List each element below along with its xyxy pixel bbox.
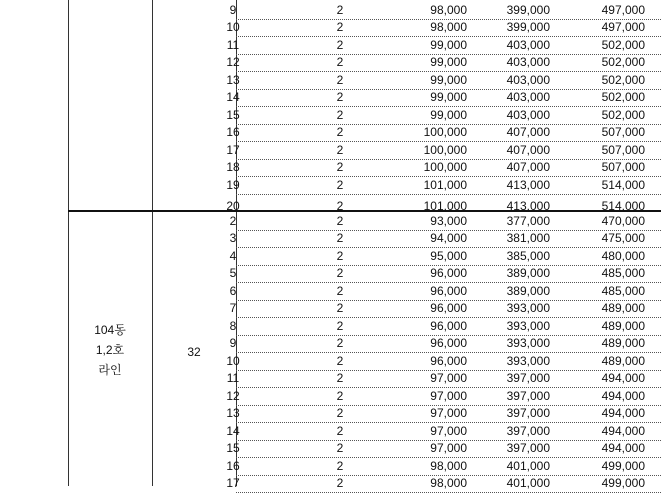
floor-cell: 14: [226, 423, 240, 438]
price-cell-1: 94,000: [430, 231, 467, 246]
floor-cell: 9: [229, 2, 237, 17]
price-cell-3: 494,000: [601, 441, 645, 456]
type-cell: 2: [336, 125, 344, 140]
floor-cell: 20: [226, 198, 240, 213]
price-cell-1: 96,000: [430, 353, 467, 368]
floor-cell: 14: [226, 90, 240, 105]
floor-cell: 19: [226, 177, 240, 192]
price-cell-2: 397,000: [506, 371, 550, 386]
price-cell-1: 99,000: [430, 107, 467, 122]
price-cell-1: 98,000: [430, 458, 467, 473]
type-cell: 2: [336, 55, 344, 70]
type-cell: 2: [336, 318, 344, 333]
floor-cell: 12: [226, 388, 240, 403]
price-cell-3: 494,000: [601, 371, 645, 386]
price-cell-2: 393,000: [506, 353, 550, 368]
price-cell-2: 389,000: [506, 283, 550, 298]
price-cell-2: 401,000: [506, 476, 550, 491]
type-cell: 2: [336, 72, 344, 87]
group-label-line: 라인: [98, 363, 122, 377]
price-cell-2: 389,000: [506, 266, 550, 281]
type-cell: 2: [336, 301, 344, 316]
floor-cell: 17: [226, 476, 240, 491]
price-cell-1: 100,000: [423, 160, 467, 175]
price-cell-1: 99,000: [430, 55, 467, 70]
price-cell-2: 397,000: [506, 423, 550, 438]
floor-cell: 9: [229, 336, 237, 351]
type-cell: 2: [336, 406, 344, 421]
type-cell: 2: [336, 2, 344, 17]
price-cell-1: 98,000: [430, 20, 467, 35]
price-cell-3: 489,000: [601, 353, 645, 368]
price-cell-1: 97,000: [430, 371, 467, 386]
type-cell: 2: [336, 107, 344, 122]
type-cell: 2: [336, 371, 344, 386]
price-cell-2: 397,000: [506, 388, 550, 403]
floor-cell: 6: [229, 283, 237, 298]
row-separator: [236, 194, 661, 195]
type-cell: 2: [336, 231, 344, 246]
price-cell-3: 507,000: [601, 160, 645, 175]
price-cell-2: 399,000: [506, 2, 550, 17]
price-cell-3: 502,000: [601, 55, 645, 70]
price-cell-1: 98,000: [430, 476, 467, 491]
price-cell-1: 97,000: [430, 388, 467, 403]
floor-cell: 3: [229, 231, 237, 246]
price-cell-3: 502,000: [601, 37, 645, 52]
price-cell-2: 393,000: [506, 336, 550, 351]
price-cell-1: 96,000: [430, 266, 467, 281]
price-cell-2: 403,000: [506, 90, 550, 105]
floor-cell: 11: [226, 371, 240, 386]
price-cell-3: 475,000: [601, 231, 645, 246]
floor-cell: 17: [226, 142, 240, 157]
type-cell: 2: [336, 476, 344, 491]
price-cell-3: 514,000: [601, 198, 645, 213]
type-cell: 2: [336, 336, 344, 351]
price-cell-1: 100,000: [423, 125, 467, 140]
type-cell: 2: [336, 37, 344, 52]
floor-cell: 4: [229, 248, 237, 263]
floor-cell: 15: [226, 441, 240, 456]
price-cell-2: 381,000: [506, 231, 550, 246]
price-cell-3: 485,000: [601, 283, 645, 298]
type-cell: 2: [336, 20, 344, 35]
price-cell-3: 497,000: [601, 2, 645, 17]
price-cell-1: 99,000: [430, 90, 467, 105]
floor-cell: 7: [229, 301, 237, 316]
price-cell-3: 489,000: [601, 318, 645, 333]
price-cell-1: 97,000: [430, 423, 467, 438]
price-cell-2: 407,000: [506, 142, 550, 157]
floor-cell: 2: [229, 213, 237, 228]
type-cell: 2: [336, 388, 344, 403]
price-cell-2: 407,000: [506, 125, 550, 140]
type-cell: 2: [336, 248, 344, 263]
price-cell-1: 96,000: [430, 336, 467, 351]
price-cell-3: 502,000: [601, 90, 645, 105]
floor-cell: 8: [229, 318, 237, 333]
floor-cell: 16: [226, 125, 240, 140]
price-cell-1: 100,000: [423, 142, 467, 157]
price-cell-1: 96,000: [430, 301, 467, 316]
type-cell: 2: [336, 353, 344, 368]
price-cell-3: 499,000: [601, 476, 645, 491]
type-cell: 2: [336, 441, 344, 456]
price-cell-3: 485,000: [601, 266, 645, 281]
price-cell-3: 489,000: [601, 301, 645, 316]
price-cell-2: 401,000: [506, 458, 550, 473]
type-cell: 2: [336, 160, 344, 175]
type-cell: 2: [336, 266, 344, 281]
floor-cell: 18: [226, 160, 240, 175]
price-cell-1: 96,000: [430, 318, 467, 333]
price-cell-3: 507,000: [601, 125, 645, 140]
price-cell-2: 385,000: [506, 248, 550, 263]
type-cell: 2: [336, 458, 344, 473]
price-cell-3: 502,000: [601, 107, 645, 122]
price-cell-2: 403,000: [506, 55, 550, 70]
type-cell: 2: [336, 177, 344, 192]
price-cell-1: 96,000: [430, 283, 467, 298]
price-cell-1: 99,000: [430, 37, 467, 52]
price-cell-1: 101,000: [423, 177, 467, 192]
price-cell-2: 413,000: [506, 198, 550, 213]
price-cell-2: 393,000: [506, 301, 550, 316]
price-cell-3: 494,000: [601, 406, 645, 421]
price-cell-3: 480,000: [601, 248, 645, 263]
price-cell-3: 497,000: [601, 20, 645, 35]
price-cell-3: 499,000: [601, 458, 645, 473]
price-cell-3: 514,000: [601, 177, 645, 192]
price-cell-2: 397,000: [506, 406, 550, 421]
price-cell-2: 377,000: [506, 213, 550, 228]
price-cell-1: 95,000: [430, 248, 467, 263]
floor-cell: 12: [226, 55, 240, 70]
floor-cell: 10: [226, 353, 240, 368]
floor-cell: 10: [226, 20, 240, 35]
price-cell-1: 93,000: [430, 213, 467, 228]
price-cell-2: 413,000: [506, 177, 550, 192]
price-cell-2: 403,000: [506, 72, 550, 87]
floor-cell: 11: [226, 37, 240, 52]
type-cell: 2: [336, 213, 344, 228]
price-cell-2: 399,000: [506, 20, 550, 35]
type-cell: 2: [336, 90, 344, 105]
floor-cell: 13: [226, 406, 240, 421]
price-cell-3: 502,000: [601, 72, 645, 87]
type-cell: 2: [336, 283, 344, 298]
price-cell-3: 494,000: [601, 388, 645, 403]
column-border-left: [68, 0, 69, 486]
column-border-group: [152, 0, 153, 486]
price-cell-2: 407,000: [506, 160, 550, 175]
price-cell-3: 507,000: [601, 142, 645, 157]
floor-cell: 16: [226, 458, 240, 473]
type-cell: 2: [336, 198, 344, 213]
group-label-line: 1,2호: [95, 343, 125, 357]
group-label-line: 104동: [94, 323, 126, 337]
price-cell-2: 403,000: [506, 37, 550, 52]
price-cell-2: 393,000: [506, 318, 550, 333]
price-cell-1: 101,000: [423, 198, 467, 213]
price-cell-1: 97,000: [430, 406, 467, 421]
price-cell-1: 97,000: [430, 441, 467, 456]
price-cell-3: 470,000: [601, 213, 645, 228]
price-cell-2: 403,000: [506, 107, 550, 122]
price-cell-3: 489,000: [601, 336, 645, 351]
price-cell-1: 98,000: [430, 2, 467, 17]
group-label-104: [68, 320, 152, 380]
type-cell: 2: [336, 423, 344, 438]
floor-cell: 15: [226, 107, 240, 122]
floor-cell: 13: [226, 72, 240, 87]
price-cell-2: 397,000: [506, 441, 550, 456]
area-label-104: 32: [187, 345, 201, 359]
type-cell: 2: [336, 142, 344, 157]
price-cell-3: 494,000: [601, 423, 645, 438]
floor-cell: 5: [229, 266, 237, 281]
price-cell-1: 99,000: [430, 72, 467, 87]
